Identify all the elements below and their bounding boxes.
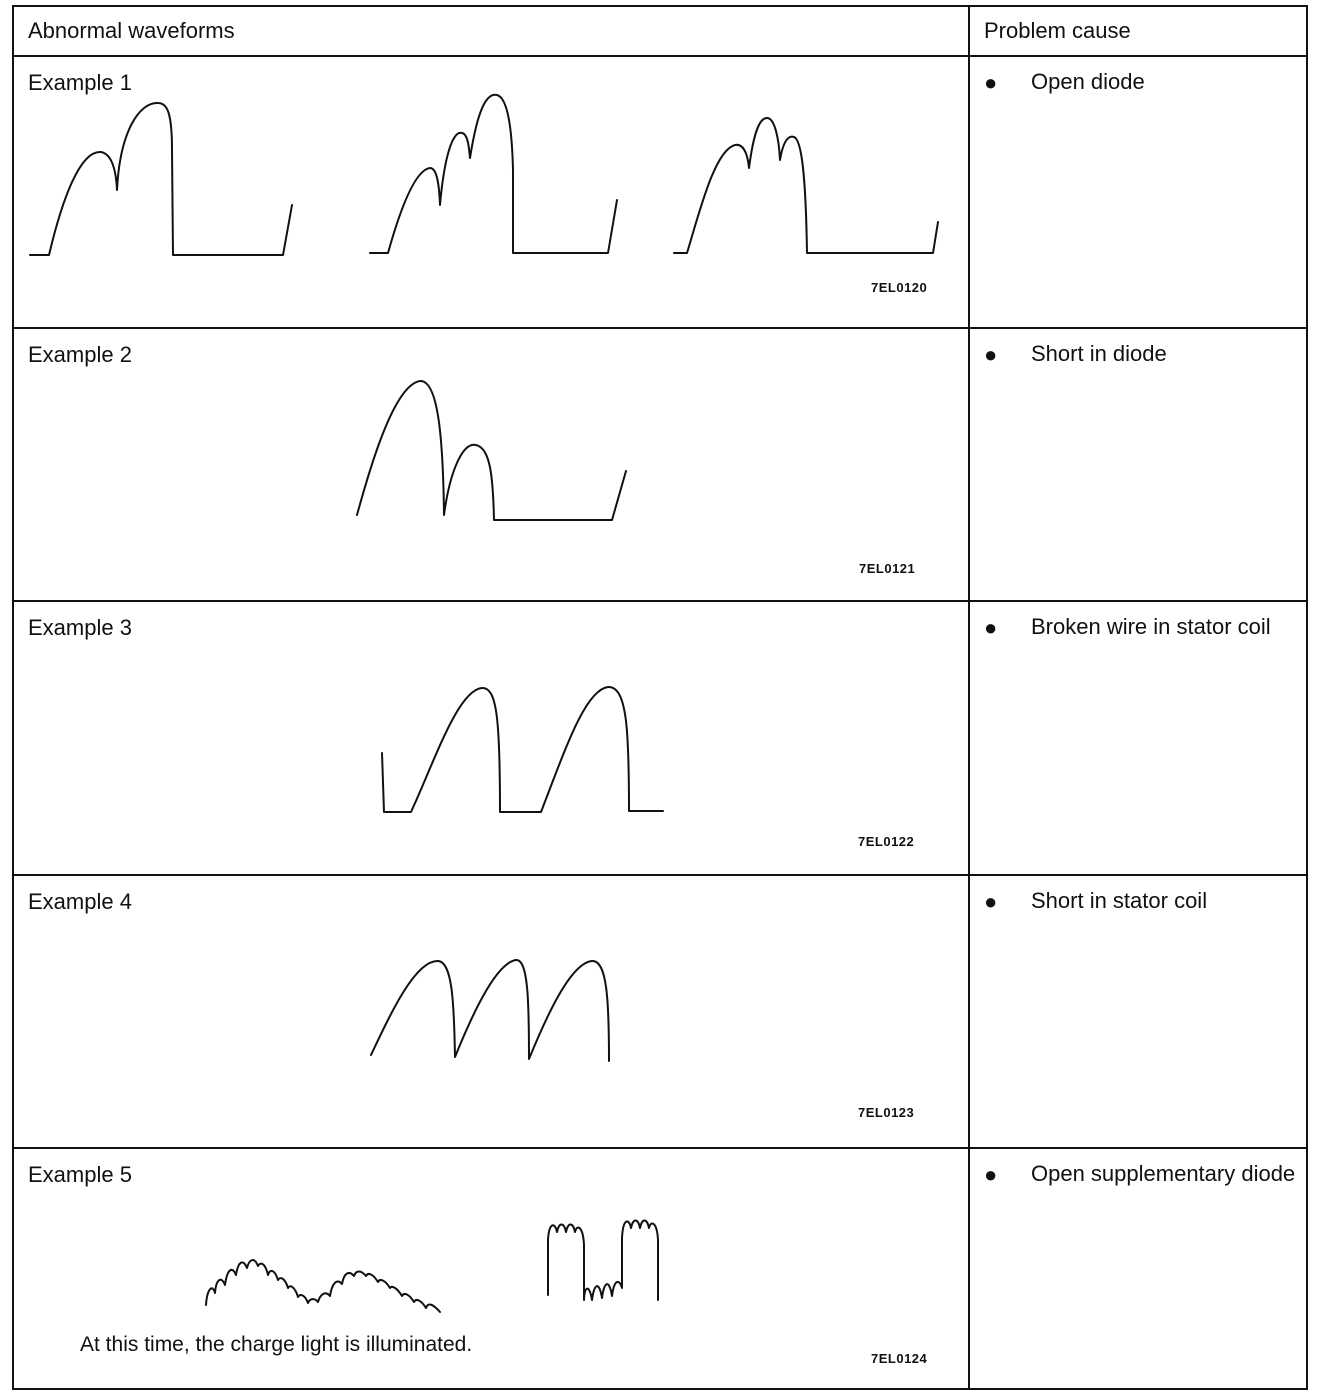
bullet-icon: ● xyxy=(984,889,998,914)
bullet-icon: ● xyxy=(984,70,998,95)
example-label: Example 4 xyxy=(28,889,132,914)
header-problem-cause: Problem cause xyxy=(984,18,1131,43)
cause-text: Open diode xyxy=(1031,69,1145,94)
waveform-example-4 xyxy=(371,960,609,1061)
waveform-example-5b xyxy=(548,1221,658,1301)
waveform-example-1b xyxy=(370,95,617,253)
cause-text: Short in diode xyxy=(1031,341,1167,366)
waveform-example-5a xyxy=(206,1260,440,1312)
cause-text: Short in stator coil xyxy=(1031,888,1208,913)
example-label: Example 5 xyxy=(28,1162,132,1187)
cause-text: Broken wire in stator coil xyxy=(1031,614,1271,639)
figure-code: 7EL0123 xyxy=(858,1105,915,1120)
waveform-example-1c xyxy=(674,118,938,253)
header-abnormal-waveforms: Abnormal waveforms xyxy=(28,18,235,43)
example-label: Example 2 xyxy=(28,342,132,367)
bullet-icon: ● xyxy=(984,615,998,640)
figure-code: 7EL0121 xyxy=(859,561,916,576)
cause-text: Open supplementary diode xyxy=(1031,1161,1296,1186)
example-label: Example 1 xyxy=(28,70,132,95)
waveform-example-2 xyxy=(357,381,626,520)
figure-code: 7EL0124 xyxy=(871,1351,928,1366)
bullet-icon: ● xyxy=(984,1162,998,1187)
waveform-example-3 xyxy=(382,687,663,812)
figure-code: 7EL0122 xyxy=(858,834,915,849)
note-text: At this time, the charge light is illuminated. xyxy=(80,1333,473,1356)
bullet-icon: ● xyxy=(984,342,998,367)
example-label: Example 3 xyxy=(28,615,132,640)
figure-code: 7EL0120 xyxy=(871,280,928,295)
waveform-example-1a xyxy=(30,103,292,255)
